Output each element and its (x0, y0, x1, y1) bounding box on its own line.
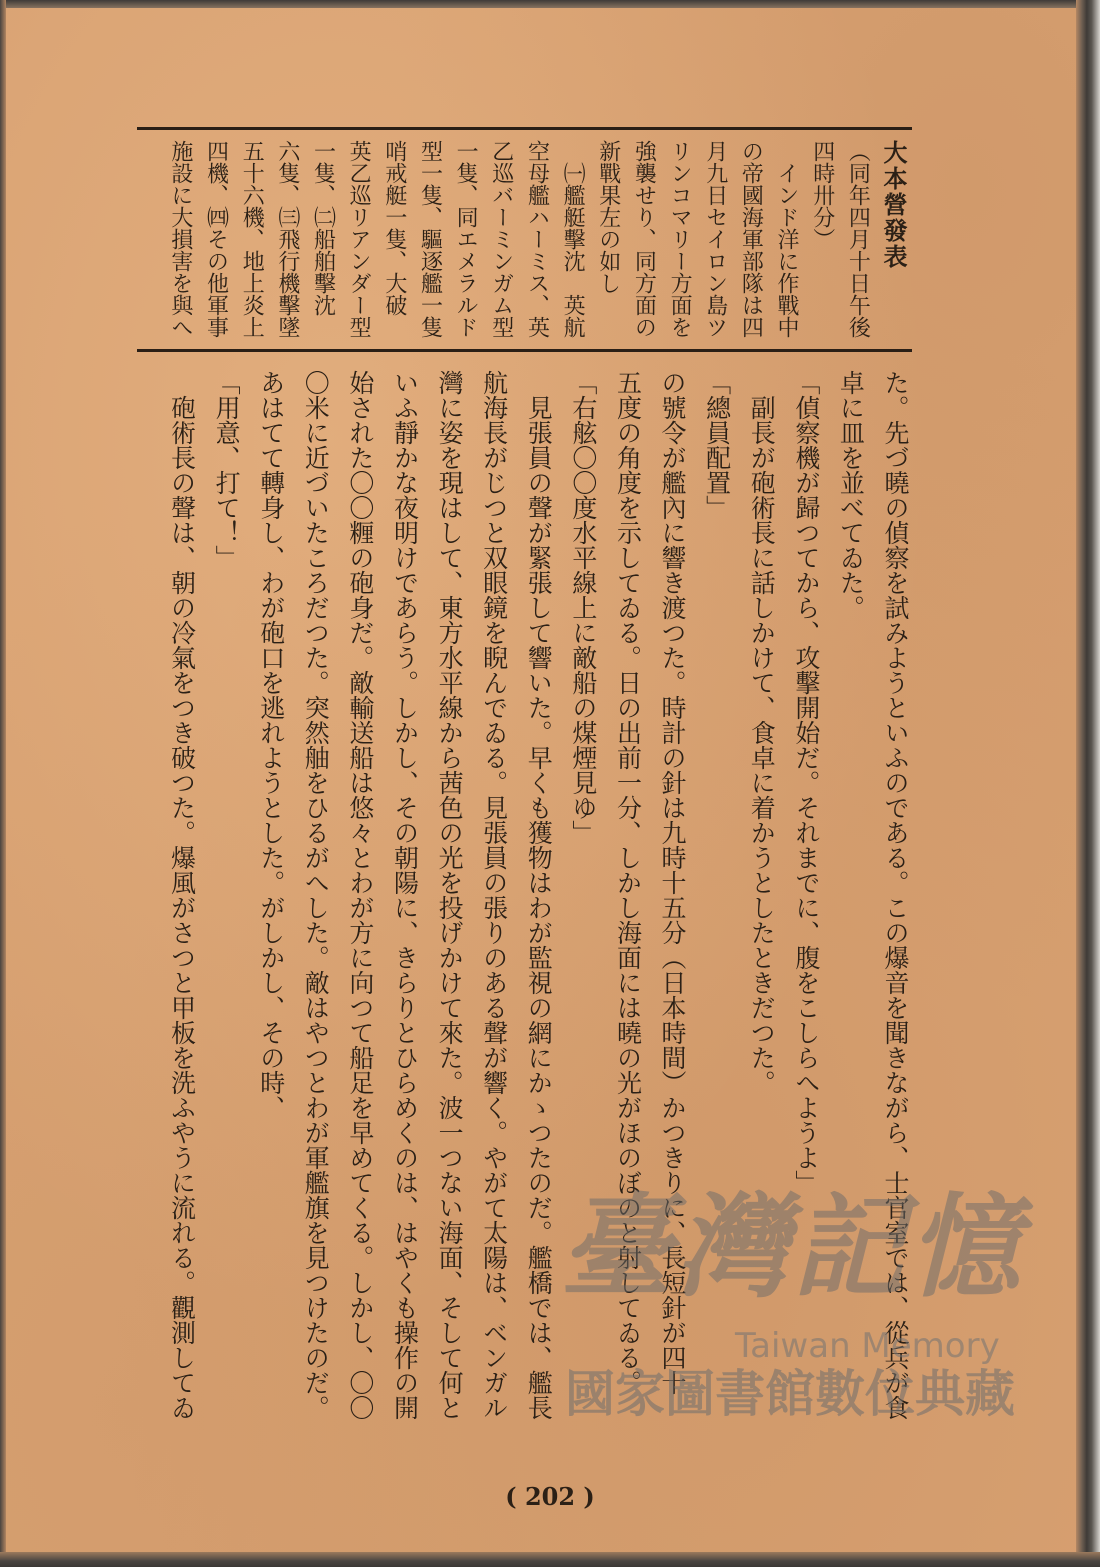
announcement-line: 乙巡バーミンガム型 (488, 140, 514, 338)
announcement-line: 空母艦ハーミス、英 (524, 140, 550, 338)
body-line: あはてて轉身し、わが砲口を逃れようとした。がしかし、その時、 (256, 370, 286, 1120)
announcement-line: 六隻、㈢飛行機擊墜 (274, 140, 300, 338)
announcement-line: 施設に大損害を與へ (167, 140, 193, 338)
body-line: 「總員配置」 (702, 370, 732, 520)
body-line: 副長が砲術長に話しかけて、食卓に着かうとしたときだつた。 (747, 395, 777, 1095)
announcement-title: 大本營發表 (879, 140, 908, 270)
announcement-line: 強襲せり、同方面の (631, 140, 657, 338)
announcement-box (162, 140, 911, 346)
scan-edge-right (1076, 0, 1100, 1567)
scan-edge-bottom (0, 1552, 1100, 1567)
announcement-line: インド洋に作戰中 (774, 162, 800, 338)
body-text (158, 370, 917, 1426)
body-line: 航海長がじつと双眼鏡を睨んでゐる。見張員の張りのある聲が響く。やがて太陽は、ベンガル (479, 370, 509, 1420)
announcement-line: （同年四月十日午後 (845, 140, 871, 338)
announcement-line: 型一隻、驅逐艦一隻 (417, 140, 443, 338)
body-line: 始された〇〇糎の砲身だ。敵輸送船は悠々とわが方に向つて船足を早めてくる。しかし、〇〇 (345, 370, 375, 1420)
watermark-latin: Taiwan Memory (735, 1326, 1000, 1366)
watermark-calligraphy: 臺灣記憶 (560, 1182, 1024, 1313)
body-line: 〇米に近づいたころだつた。突然舳をひるがへした。敵はやつとわが軍艦旗を見つけたのだ。 (301, 370, 331, 1420)
box-rule-top (137, 127, 912, 130)
announcement-line: 月九日セイロン島ツ (702, 140, 728, 338)
box-rule-bottom (137, 349, 912, 352)
body-line: 「偵察機が歸つてから、攻擊開始だ。それまでに、腹をこしらへようよ」 (791, 370, 821, 1195)
announcement-line: 新戰果左の如し (595, 140, 621, 294)
body-line: 「右舷〇〇度水平線上に敵船の煤煙見ゆ」 (568, 370, 598, 845)
announcement-line: 五十六機、地上炎上 (239, 140, 265, 338)
announcement-line: の帝國海軍部隊は四 (738, 140, 764, 338)
scan-edge-left (0, 0, 6, 1567)
body-line: 「用意、打て！」 (212, 370, 242, 570)
announcement-line: 一隻、㈡船舶擊沈 (310, 140, 336, 316)
body-line: いふ靜かな夜明けであらう。しかし、その朝陽に、きらりとひらめくのは、はやくも操作の開 (390, 370, 420, 1420)
announcement-line: リンコマリー方面を (667, 140, 693, 338)
body-line: 見張員の聲が緊張して響いた。早くも獲物はわが監視の網にかゝつたのだ。艦橋では、艦長 (524, 395, 554, 1420)
page-number: ( 202 ) (505, 1482, 595, 1511)
announcement-line: 一隻、同エメラルド (453, 140, 479, 338)
scan-edge-top (0, 0, 1100, 8)
announcement-line: 四機、㈣その他軍事 (203, 140, 229, 338)
announcement-line: ㈠艦艇擊沈 英航 (560, 162, 586, 338)
watermark-institution: 國家圖書館數位典藏 (565, 1365, 1015, 1423)
body-line: 五度の角度を示してゐる。日の出前一分、しかし海面には曉の光がほのぼのと射してゐる。 (613, 370, 643, 1395)
announcement-line: 英乙巡リアンダー型 (346, 140, 372, 338)
body-line: 砲術長の聲は、朝の冷氣をつき破つた。爆風がさつと甲板を洗ふやうに流れる。觀測してゐ (167, 395, 197, 1420)
body-line: の號令が艦內に響き渡つた。時計の針は九時十五分（日本時間）かつきりに、長短針が四十 (658, 370, 688, 1395)
body-line: 灣に姿を現はして、東方水平線から茜色の光を投げかけて來た。波一つない海面、そして何と (435, 370, 465, 1420)
announcement-line: 四時卅分） (809, 140, 835, 250)
body-line: た。先づ曉の偵察を試みようといふのである。この爆音を聞きながら、士官室では、從兵が食 (881, 370, 910, 1420)
announcement-line: 哨戒艇一隻、大破 (381, 140, 407, 316)
body-line: 卓に皿を並べてゐた。 (836, 370, 866, 620)
